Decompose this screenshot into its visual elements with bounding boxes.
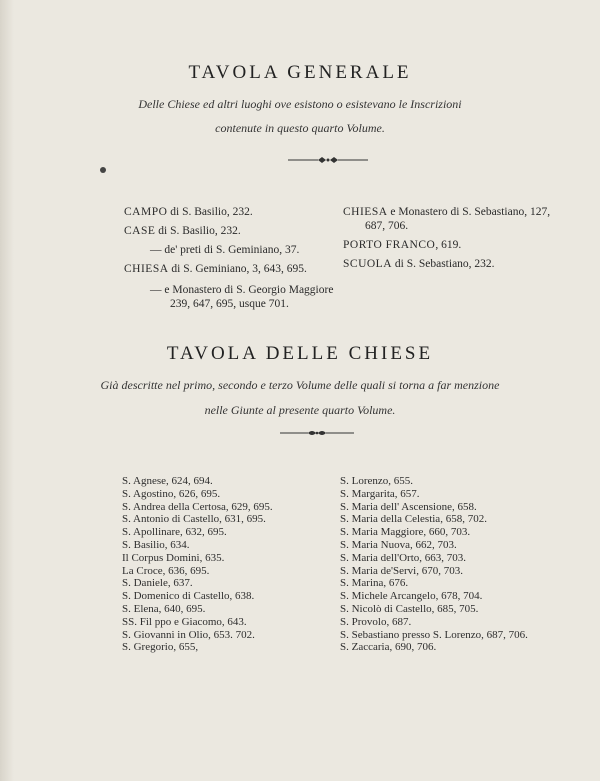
index-entry: CAMPO di S. Basilio, 232. bbox=[124, 206, 253, 218]
list-item: S. Margarita, 657. bbox=[340, 487, 420, 500]
index-entry: CHIESA di S. Geminiano, 3, 643, 695. bbox=[124, 263, 307, 275]
tavola-chiese-subtitle-line1: Già descritte nel primo, secondo e terzo Volume delle quali si torna a far menzione bbox=[100, 378, 500, 392]
tavola-chiese-title: TAVOLA DELLE CHIESE bbox=[166, 343, 434, 364]
index-entry: CASE di S. Basilio, 232. bbox=[124, 225, 241, 237]
list-item: S. Elena, 640, 695. bbox=[122, 602, 206, 615]
list-item: S. Zaccaria, 690, 706. bbox=[340, 641, 437, 654]
ornament-divider bbox=[280, 428, 354, 438]
ornament-divider bbox=[288, 155, 368, 165]
ink-spot bbox=[100, 167, 106, 173]
index-entry: 239, 647, 695, usque 701. bbox=[170, 298, 289, 310]
list-item: S. Maria Nuova, 662, 703. bbox=[340, 538, 457, 551]
index-entry: PORTO FRANCO, 619. bbox=[343, 239, 462, 251]
list-item: S. Sebastiano presso S. Lorenzo, 687, 706. bbox=[340, 628, 528, 641]
list-item: S. Agostino, 626, 695. bbox=[122, 487, 221, 500]
list-item: S. Nicolò di Castello, 685, 705. bbox=[340, 602, 479, 615]
list-item: S. Agnese, 624, 694. bbox=[122, 475, 213, 487]
church-list-left bbox=[122, 475, 273, 654]
index-entry: SCUOLA di S. Sebastiano, 232. bbox=[343, 258, 495, 270]
list-item: S. Basilio, 634. bbox=[122, 538, 190, 551]
list-item: S. Marina, 676. bbox=[340, 577, 409, 590]
list-item: S. Domenico di Castello, 638. bbox=[122, 590, 255, 603]
list-item: SS. Fil ppo e Giacomo, 643. bbox=[122, 615, 247, 628]
tavola-chiese-subtitle-line2: nelle Giunte al presente quarto Volume. bbox=[204, 403, 396, 417]
church-list-right bbox=[340, 475, 528, 654]
list-item: S. Maria de'Servi, 670, 703. bbox=[340, 564, 463, 577]
list-item: Il Corpus Domini, 635. bbox=[122, 551, 225, 564]
list-item: S. Andrea della Certosa, 629, 695. bbox=[122, 500, 273, 513]
index-entry: — de' preti di S. Geminiano, 37. bbox=[150, 244, 300, 256]
list-item: S. Michele Arcangelo, 678, 704. bbox=[340, 590, 483, 603]
index-entry: 687, 706. bbox=[365, 220, 409, 232]
list-item: S. Maria Maggiore, 660, 703. bbox=[340, 526, 471, 539]
list-item: S. Apollinare, 632, 695. bbox=[122, 526, 227, 539]
tavola-generale-subtitle-line1: Delle Chiese ed altri luoghi ove esistono o esistevano le Inscrizioni bbox=[138, 97, 462, 111]
list-item: S. Lorenzo, 655. bbox=[340, 475, 414, 487]
list-item: La Croce, 636, 695. bbox=[122, 564, 210, 577]
list-item: S. Provolo, 687. bbox=[340, 615, 412, 628]
list-item: S. Giovanni in Olio, 653. 702. bbox=[122, 628, 255, 641]
list-item: S. Maria della Celestia, 658, 702. bbox=[340, 513, 487, 526]
tavola-generale-subtitle-line2: contenute in questo quarto Volume. bbox=[215, 121, 385, 135]
list-item: S. Gregorio, 655, bbox=[122, 641, 199, 654]
index-entry: — e Monastero di S. Georgio Maggiore bbox=[150, 284, 334, 296]
list-item: S. Maria dell'Orto, 663, 703. bbox=[340, 551, 467, 564]
list-item: S. Antonio di Castello, 631, 695. bbox=[122, 513, 266, 526]
index-entry: CHIESA e Monastero di S. Sebastiano, 127, bbox=[343, 206, 551, 218]
list-item: S. Maria dell' Ascensione, 658. bbox=[340, 500, 477, 513]
tavola-generale-title: TAVOLA GENERALE bbox=[188, 62, 412, 83]
list-item: S. Daniele, 637. bbox=[122, 577, 193, 590]
